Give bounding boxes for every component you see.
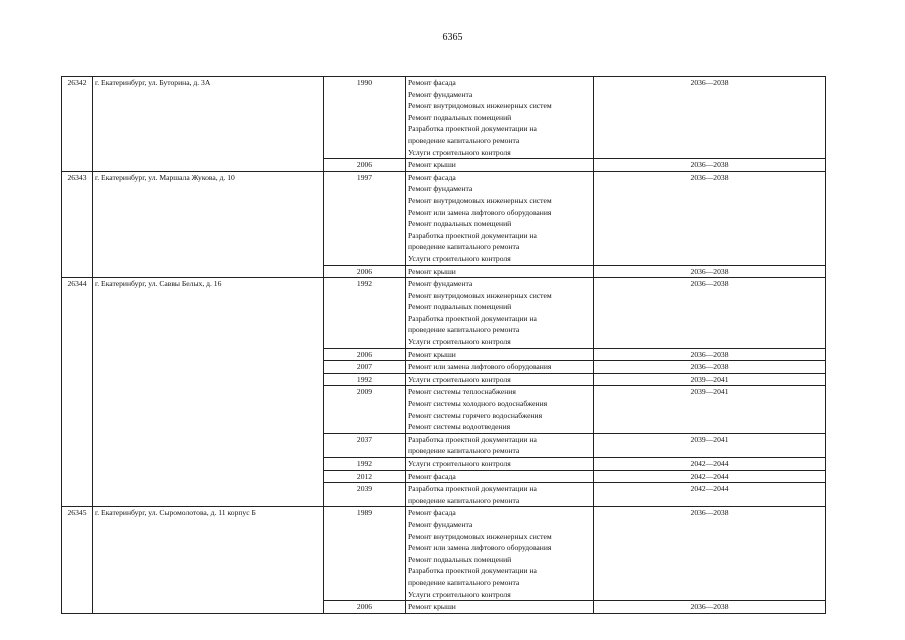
entry-year: 2006 (324, 348, 406, 361)
record-id: 26342 (62, 77, 93, 172)
work-item: Ремонт крыши (408, 602, 456, 612)
work-item: Ремонт фасада (408, 172, 456, 182)
work-item: проведение капитального ремонта (408, 242, 520, 252)
entry-works (406, 77, 594, 159)
work-item: Ремонт фундамента (408, 279, 473, 289)
work-item: Ремонт фасада (408, 508, 456, 518)
entry-period: 2036—2038 (594, 171, 826, 265)
entry-year: 2007 (324, 361, 406, 374)
entry-works (406, 458, 594, 471)
entry-works (406, 433, 594, 457)
entry-works (406, 278, 594, 349)
entry-year: 1990 (324, 77, 406, 159)
record-address: г. Екатеринбург, ул. Маршала Жукова, д. 10 (93, 171, 324, 277)
entry-year: 1992 (324, 278, 406, 349)
entry-period: 2039—2041 (594, 373, 826, 386)
work-item: Ремонт или замена лифтового оборудования (408, 362, 552, 372)
work-item: проведение капитального ремонта (408, 135, 520, 145)
work-item: Ремонт системы холодного водоснабжения (408, 399, 548, 409)
work-item: Разработка проектной документации на (408, 566, 537, 576)
work-item: Ремонт подвальных помещений (408, 554, 512, 564)
table-row (62, 278, 826, 349)
work-item: Услуги строительного контроля (408, 459, 511, 468)
work-item: Ремонт крыши (408, 266, 456, 276)
work-item: Разработка проектной документации на (408, 434, 537, 444)
work-item: Ремонт системы горячего водоснабжения (408, 410, 543, 420)
entry-works (406, 171, 594, 265)
entry-year: 2006 (324, 159, 406, 172)
entry-year: 2012 (324, 470, 406, 483)
record-address: г. Екатеринбург, ул. Буторина, д. 3А (93, 77, 324, 172)
work-item: Ремонт подвальных помещений (408, 219, 512, 229)
work-item: проведение капитального ремонта (408, 577, 520, 587)
work-item: Разработка проектной документации на (408, 313, 537, 323)
entry-period: 2036—2038 (594, 361, 826, 374)
work-item: Ремонт подвальных помещений (408, 302, 512, 312)
entry-works (406, 601, 594, 614)
entry-period: 2039—2041 (594, 386, 826, 433)
entry-period: 2036—2038 (594, 77, 826, 159)
entry-period: 2036—2038 (594, 265, 826, 278)
work-item: Услуги строительного контроля (408, 374, 511, 384)
work-item: Ремонт подвальных помещений (408, 112, 512, 122)
entry-works (406, 483, 594, 507)
entry-year: 2006 (324, 265, 406, 278)
work-item: проведение капитального ремонта (408, 495, 520, 505)
work-item: Ремонт системы теплоснабжения (408, 387, 516, 397)
entry-works (406, 361, 594, 374)
work-item: Ремонт внутридомовых инженерных систем (408, 195, 552, 205)
work-item: Ремонт фасада (408, 78, 456, 87)
work-item: Ремонт или замена лифтового оборудования (408, 207, 552, 217)
entry-period: 2039—2041 (594, 433, 826, 457)
work-item: Услуги строительного контроля (408, 147, 511, 157)
table-row (62, 507, 826, 601)
entry-works (406, 159, 594, 172)
entry-period: 2036—2038 (594, 278, 826, 349)
work-item: Ремонт или замена лифтового оборудования (408, 543, 552, 553)
record-id: 26344 (62, 278, 93, 507)
page-number: 6365 (442, 32, 463, 43)
entry-year: 1992 (324, 373, 406, 386)
work-item: Разработка проектной документации на (408, 484, 537, 494)
entry-year: 2037 (324, 433, 406, 457)
records-table (61, 76, 826, 614)
work-item: Ремонт крыши (408, 160, 456, 170)
entry-period: 2042—2044 (594, 483, 826, 507)
record-address: г. Екатеринбург, ул. Саввы Белых, д. 16 (93, 278, 324, 507)
work-item: Услуги строительного контроля (408, 253, 511, 263)
table-row (62, 77, 826, 159)
entry-period: 2036—2038 (594, 348, 826, 361)
entry-period: 2036—2038 (594, 507, 826, 601)
entry-works (406, 373, 594, 386)
entry-works (406, 265, 594, 278)
entry-year: 2006 (324, 601, 406, 614)
work-item: Ремонт внутридомовых инженерных систем (408, 101, 552, 111)
entry-period: 2042—2044 (594, 458, 826, 471)
work-item: Ремонт крыши (408, 349, 456, 359)
work-item: проведение капитального ремонта (408, 325, 520, 335)
entry-works (406, 470, 594, 483)
records-body (62, 77, 826, 614)
work-item: Услуги строительного контроля (408, 589, 511, 599)
work-item: Ремонт фундамента (408, 89, 473, 99)
work-item: Ремонт внутридомовых инженерных систем (408, 531, 552, 541)
work-item: Разработка проектной документации на (408, 124, 537, 134)
entry-year: 1992 (324, 458, 406, 471)
entry-works (406, 507, 594, 601)
entry-period: 2036—2038 (594, 159, 826, 172)
entry-year: 1997 (324, 171, 406, 265)
work-item: Услуги строительного контроля (408, 337, 511, 347)
record-id: 26343 (62, 171, 93, 277)
work-item: Ремонт внутридомовых инженерных систем (408, 290, 552, 300)
work-item: Разработка проектной документации на (408, 230, 537, 240)
entry-year: 2009 (324, 386, 406, 433)
work-item: проведение капитального ремонта (408, 446, 520, 456)
work-item: Ремонт фундамента (408, 519, 473, 529)
entry-period: 2036—2038 (594, 601, 826, 614)
record-address: г. Екатеринбург, ул. Сыромолотова, д. 11 корпус Б (93, 507, 324, 613)
table-row (62, 171, 826, 265)
work-item: Ремонт фасада (408, 471, 456, 481)
entry-year: 2039 (324, 483, 406, 507)
entry-works (406, 386, 594, 433)
entry-works (406, 348, 594, 361)
entry-year: 1989 (324, 507, 406, 601)
work-item: Ремонт фундамента (408, 184, 473, 194)
entry-period: 2042—2044 (594, 470, 826, 483)
record-id: 26345 (62, 507, 93, 613)
work-item: Ремонт системы водоотведения (408, 422, 511, 432)
